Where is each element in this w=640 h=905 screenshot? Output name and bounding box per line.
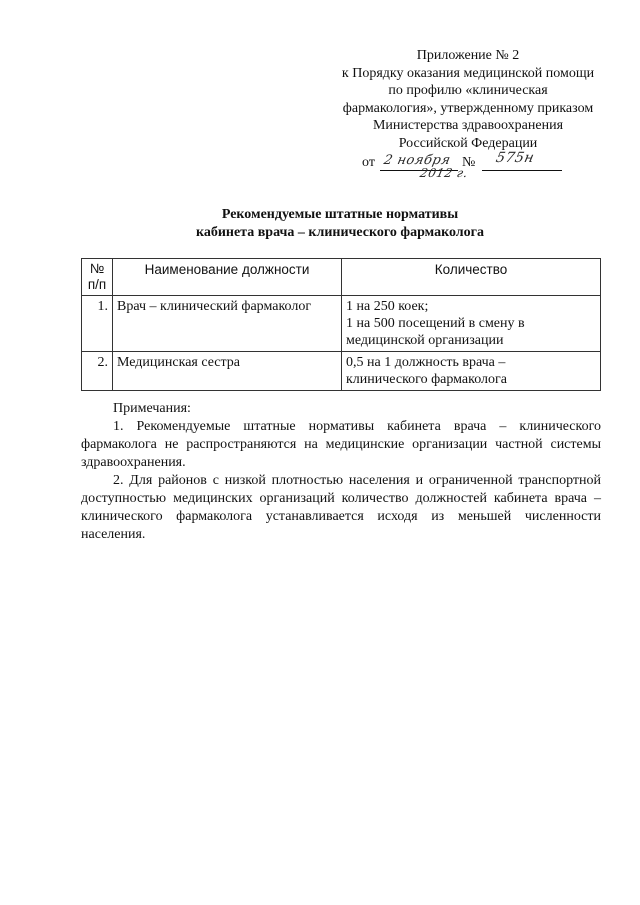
table-row (82, 352, 601, 391)
title-line-2: кабинета врача – клинического фармаколога (195, 225, 485, 240)
number-handwritten: 575н (494, 150, 536, 166)
note-item: 1. Рекомендуемые штатные нормативы кабинета врача – клинического фармаколога не распространяются на медицинские организации частной системы здравоохранения. (81, 419, 601, 470)
appendix-header (318, 47, 618, 180)
order-date-number (318, 152, 618, 180)
appendix-line: по профилю «клиническая (388, 83, 548, 98)
year-handwritten: 2012 г. (418, 166, 470, 180)
row-num: 2. (82, 352, 113, 391)
row-quantity: 1 на 250 коек; 1 на 500 посещений в смену в медицинской организации (342, 296, 601, 352)
appendix-title: Приложение № 2 (416, 48, 520, 63)
row-position: Медицинская сестра (113, 352, 342, 391)
note-item: 2. Для районов с низкой плотностью населения и ограниченной транспортной доступностью медицинских организаций количество должностей кабинета врача – клинического фармаколога устанавливается исходя из меньшей численности населения. (81, 473, 601, 542)
document-title (100, 206, 580, 242)
notes-section (81, 400, 601, 544)
title-line-1: Рекомендуемые штатные нормативы (221, 207, 459, 222)
table-row (82, 296, 601, 352)
header-num: № п/п (82, 259, 113, 296)
date-handwritten: 2 ноября (382, 153, 452, 168)
staffing-table (81, 258, 601, 391)
row-position: Врач – клинический фармаколог (113, 296, 342, 352)
number-label: № (462, 155, 476, 170)
table-header-row (82, 259, 601, 296)
row-num: 1. (82, 296, 113, 352)
appendix-line: к Порядку оказания медицинской помощи (341, 65, 595, 81)
notes-heading: Примечания: (113, 401, 191, 416)
appendix-line: фармакология», утвержденному приказом (342, 100, 594, 116)
appendix-line: Министерства здравоохранения (372, 118, 564, 133)
header-position: Наименование должности (113, 259, 342, 296)
header-quantity: Количество (342, 259, 601, 296)
date-label: от (362, 155, 375, 170)
number-underline (482, 169, 562, 171)
row-quantity: 0,5 на 1 должность врача – клинического фармаколога (342, 352, 601, 391)
appendix-line: Российской Федерации (398, 135, 538, 151)
